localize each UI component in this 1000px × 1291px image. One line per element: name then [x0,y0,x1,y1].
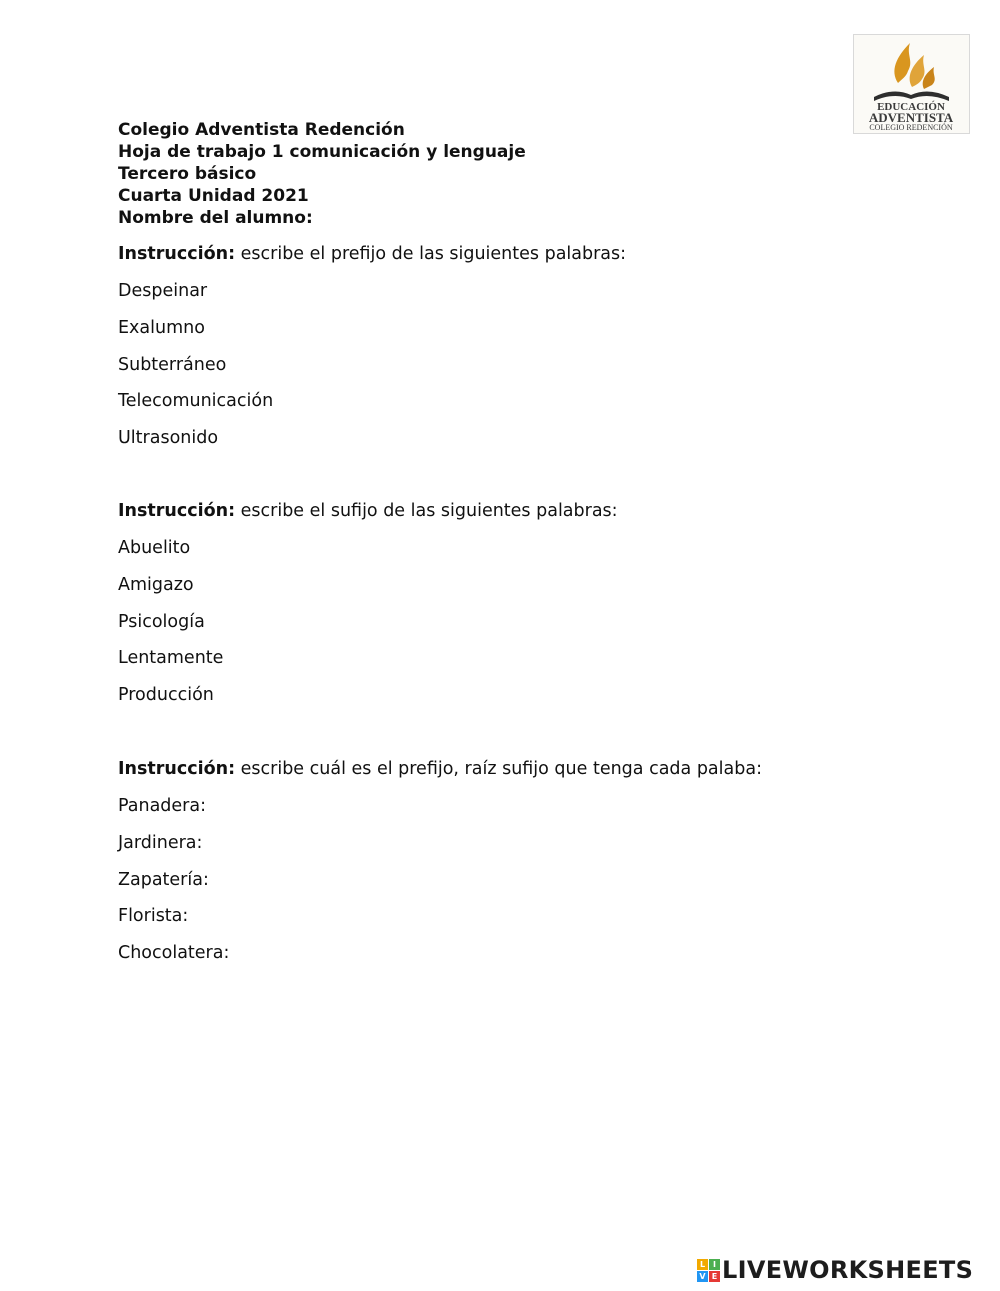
instruction-label: Instrucción: [118,244,236,264]
open-book-shape [874,91,949,101]
brand-name: LIVEWORKSHEETS [722,1256,974,1284]
prefix-root-suffix-section [118,758,762,979]
instruction-label: Instrucción: [118,759,236,779]
instruction-text: escribe el prefijo de las siguientes palabras: [235,244,627,264]
word-item: Panadera: [118,796,206,816]
badge-letter: E [709,1271,720,1282]
badge-letter: L [697,1259,708,1270]
flame-shape [910,55,925,87]
word-item: Amigazo [118,574,194,595]
word-item: Zapatería: [118,869,209,890]
word-item: Florista: [118,906,189,927]
instruction-line [118,758,762,795]
word-item: Lentamente [118,648,224,669]
logo-line-2: ADVENTISTA [868,110,954,125]
word-item: Despeinar [118,281,208,301]
word-item: Exalumno [118,317,205,338]
word-item: Subterráneo [118,354,227,375]
instruction-line [118,243,626,280]
word-item: Ultrasonido [118,428,219,449]
badge-letter: V [697,1271,708,1282]
student-name-label: Nombre del alumno: [118,208,313,228]
badge-letter: I [709,1259,720,1270]
word-item: Abuelito [118,538,191,558]
word-item: Producción [118,685,214,706]
live-badge-icon [697,1259,720,1282]
flame-shape [894,43,910,83]
instruction-line [118,500,618,537]
unit-label: Cuarta Unidad 2021 [118,186,309,206]
word-item: Psicología [118,611,205,632]
instruction-text: escribe el sufijo de las siguientes palabras: [235,501,618,521]
school-name: Colegio Adventista Redención [118,120,405,140]
logo-line-1: EDUCACIÓN [877,101,945,113]
suffix-section [118,500,618,721]
worksheet-header [118,119,526,229]
instruction-label: Instrucción: [118,501,236,521]
word-item: Telecomunicación [118,391,274,412]
liveworksheets-brand [697,1257,973,1283]
word-item: Chocolatera: [118,943,230,964]
worksheet-title: Hoja de trabajo 1 comunicación y lenguaje [118,142,526,162]
school-logo [853,34,970,134]
instruction-text: escribe cuál es el prefijo, raíz sufijo que tenga cada palaba: [235,759,762,779]
adventist-flame-logo-icon [854,35,969,133]
word-item: Jardinera: [118,832,203,853]
flame-shape [923,67,935,89]
grade-label: Tercero básico [118,164,257,184]
logo-line-3: COLEGIO REDENCIÓN [869,123,953,132]
prefix-section [118,243,626,464]
